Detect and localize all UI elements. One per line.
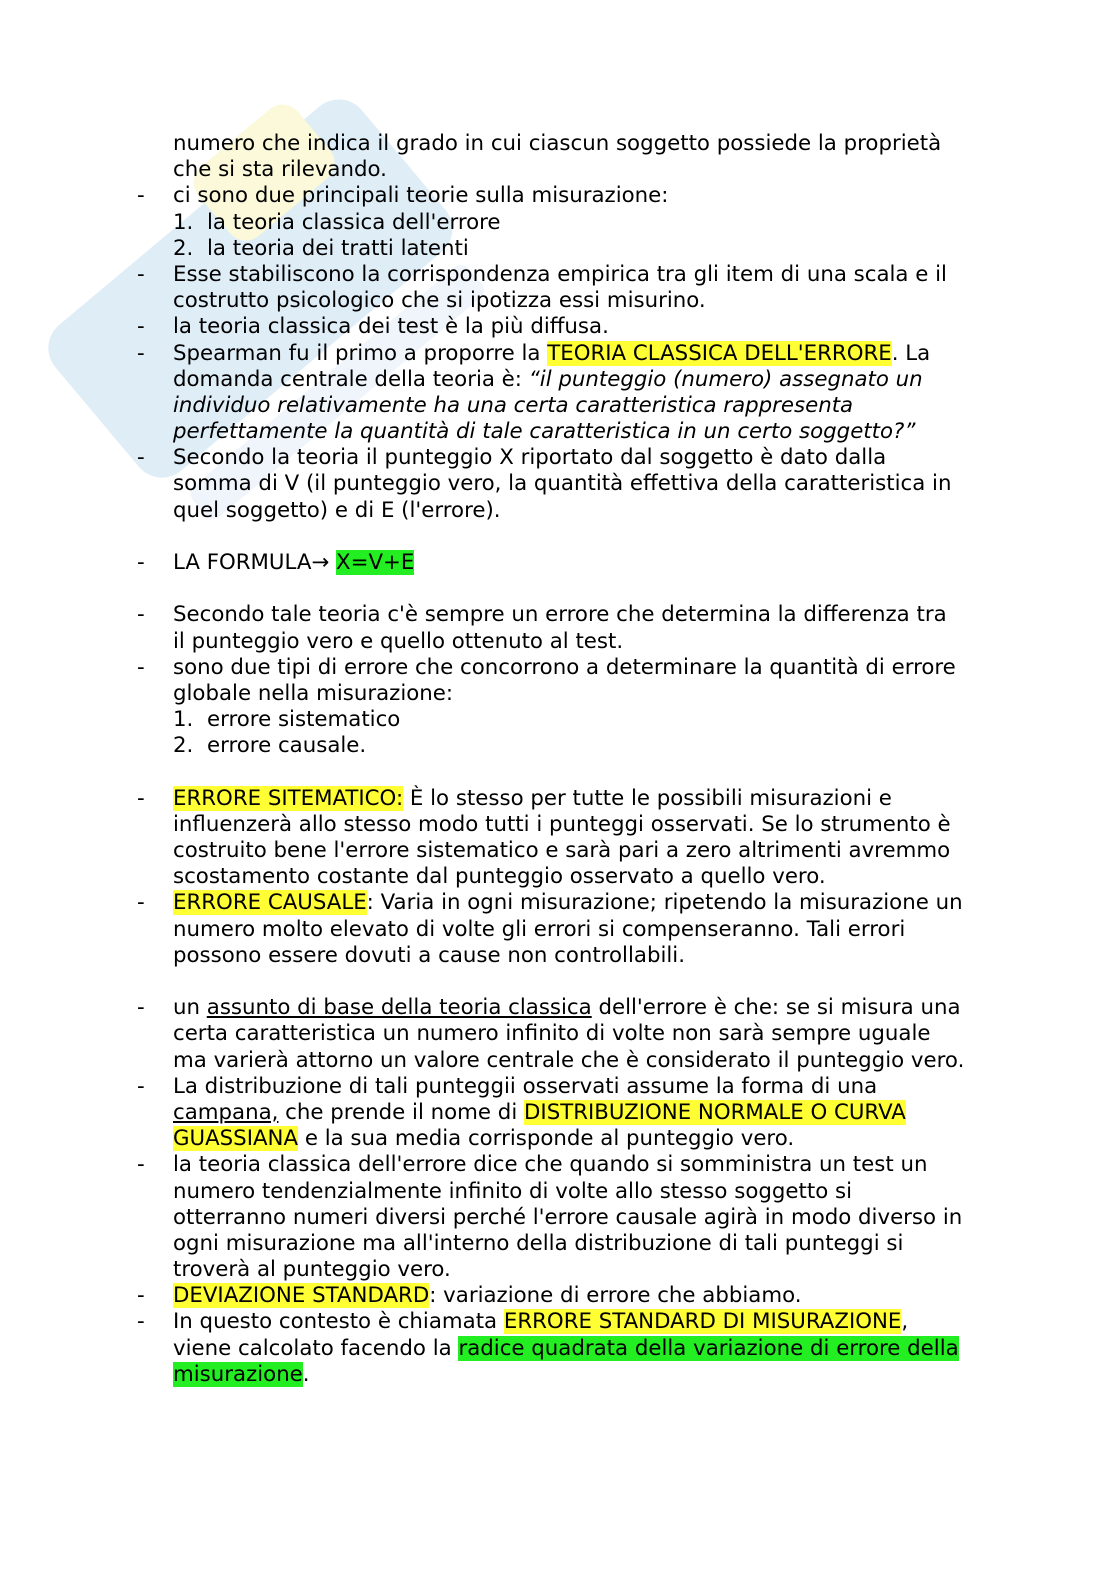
- list-item: - un assunto di base della teoria classica dell'errore è che: se si misura una: [137, 995, 961, 1021]
- bullet-dash: -: [137, 1283, 145, 1309]
- arrow-icon: →: [311, 550, 337, 575]
- bullet-dash: -: [137, 550, 145, 575]
- text-line: globale nella misurazione:: [173, 680, 454, 706]
- list-item: - DEVIAZIONE STANDARD: variazione di errore che abbiamo.: [137, 1283, 802, 1309]
- numbered-item: 1. la teoria classica dell'errore: [173, 209, 501, 235]
- highlight-yellow: ERRORE STANDARD DI MISURAZIONE: [503, 1309, 902, 1335]
- text-line: ma varierà attorno un valore centrale che è considerato il punteggio vero.: [173, 1047, 965, 1073]
- list-item: - la teoria classica dei test è la più diffusa.: [137, 314, 609, 340]
- text-line: certa caratteristica un numero infinito di volte non sarà sempre uguale: [173, 1021, 931, 1047]
- quote-italic: “il punteggio (numero) assegnato un: [528, 366, 923, 392]
- list-item: - Secondo tale teoria c'è sempre un errore che determina la differenza tra: [137, 602, 947, 628]
- text-line: ogni misurazione ma all'interno della distribuzione di tali punteggi si: [173, 1230, 904, 1256]
- list-item: - LA FORMULA→ X=V+E: [137, 550, 415, 575]
- highlight-yellow: ERRORE CAUSALE: [173, 890, 367, 916]
- highlight-yellow: DEVIAZIONE STANDARD: [173, 1283, 430, 1309]
- text-line: troverà al punteggio vero.: [173, 1257, 451, 1283]
- text-line: costrutto psicologico che si ipotizza essi misurino.: [173, 288, 706, 314]
- text-line: che si sta rilevando.: [173, 157, 387, 183]
- list-item: - ERRORE SITEMATICO: È lo stesso per tutte le possibili misurazioni e: [137, 785, 892, 811]
- text-line: individuo relativamente ha una certa caratteristica rappresenta: [173, 392, 854, 418]
- text-line: scostamento costante dal punteggio osservato a quello vero.: [173, 864, 826, 890]
- bullet-dash: -: [137, 445, 145, 471]
- bullet-dash: -: [137, 183, 145, 209]
- bullet-dash: -: [137, 654, 145, 680]
- text-line: campana, che prende il nome di DISTRIBUZIONE NORMALE O CURVA: [173, 1099, 906, 1125]
- highlight-yellow: ERRORE SITEMATICO:: [173, 785, 404, 811]
- text-line: GUASSIANA e la sua media corrisponde al punteggio vero.: [173, 1126, 795, 1152]
- text-line: viene calcolato facendo la radice quadrata della variazione di errore della: [173, 1335, 959, 1361]
- highlight-green: misurazione: [173, 1361, 303, 1387]
- text-line: misurazione.: [173, 1361, 310, 1387]
- text-line: domanda centrale della teoria è: “il punteggio (numero) assegnato un: [173, 366, 923, 392]
- bullet-dash: -: [137, 340, 145, 366]
- bullet-dash: -: [137, 890, 145, 916]
- list-item: - In questo contesto è chiamata ERRORE STANDARD DI MISURAZIONE,: [137, 1309, 909, 1335]
- list-item: - ci sono due principali teorie sulla misurazione:: [137, 183, 669, 209]
- text-line: il punteggio vero e quello ottenuto al test.: [173, 628, 624, 654]
- list-item: - La distribuzione di tali punteggii osservati assume la forma di una: [137, 1073, 878, 1099]
- document-body: [137, 131, 1017, 1388]
- text-line: perfettamente la quantità di tale caratteristica in un certo soggetto?”: [173, 419, 916, 445]
- text-line: numero tendenzialmente infinito di volte allo stesso soggetto si: [173, 1178, 853, 1204]
- highlight-green: X=V+E: [336, 550, 415, 575]
- highlight-yellow: GUASSIANA: [173, 1126, 299, 1152]
- text-line: numero che indica il grado in cui ciascun soggetto possiede la proprietà: [173, 131, 942, 156]
- underlined-text: campana,: [173, 1099, 279, 1125]
- numbered-item: 1. errore sistematico: [173, 707, 401, 733]
- bullet-dash: -: [137, 1073, 145, 1099]
- text-line: quel soggetto) e di E (l'errore).: [173, 497, 501, 523]
- highlight-yellow: TEORIA CLASSICA DELL'ERRORE: [547, 340, 892, 366]
- text-line: possono essere dovuti a cause non controllabili.: [173, 942, 685, 968]
- list-item: - la teoria classica dell'errore dice che quando si somministra un test un: [137, 1152, 928, 1178]
- list-item: - Spearman fu il primo a proporre la TEORIA CLASSICA DELL'ERRORE. La: [137, 340, 931, 366]
- list-item: - Secondo la teoria il punteggio X riportato dal soggetto è dato dalla: [137, 445, 887, 471]
- list-item: - Esse stabiliscono la corrispondenza empirica tra gli item di una scala e il: [137, 261, 947, 287]
- numbered-item: 2. errore causale.: [173, 733, 367, 759]
- bullet-dash: -: [137, 314, 145, 340]
- bullet-dash: -: [137, 785, 145, 811]
- bullet-dash: -: [137, 995, 145, 1021]
- text-line: costruito bene l'errore sistematico e sarà pari a zero altrimenti avremmo: [173, 838, 951, 864]
- underlined-text: assunto di base della teoria classica: [206, 995, 592, 1021]
- bullet-dash: -: [137, 1152, 145, 1178]
- list-item: - sono due tipi di errore che concorrono a determinare la quantità di errore: [137, 654, 956, 680]
- bullet-dash: -: [137, 1309, 145, 1335]
- text-line: numero molto elevato di volte gli errori si compenseranno. Tali errori: [173, 916, 906, 942]
- bullet-dash: -: [137, 602, 145, 628]
- highlight-yellow: DISTRIBUZIONE NORMALE O CURVA: [524, 1099, 906, 1125]
- numbered-item: 2. la teoria dei tratti latenti: [173, 235, 469, 261]
- list-item: - ERRORE CAUSALE: Varia in ogni misurazione; ripetendo la misurazione un: [137, 890, 963, 916]
- text-line: somma di V (il punteggio vero, la quantità effettiva della caratteristica in: [173, 471, 952, 497]
- text-line: otterranno numeri diversi perché l'errore causale agirà in modo diverso in: [173, 1204, 963, 1230]
- bullet-dash: -: [137, 261, 145, 287]
- text-line: influenzerà allo stesso modo tutti i punteggi osservati. Se lo strumento è: [173, 811, 951, 837]
- highlight-green: radice quadrata della variazione di errore della: [458, 1335, 959, 1361]
